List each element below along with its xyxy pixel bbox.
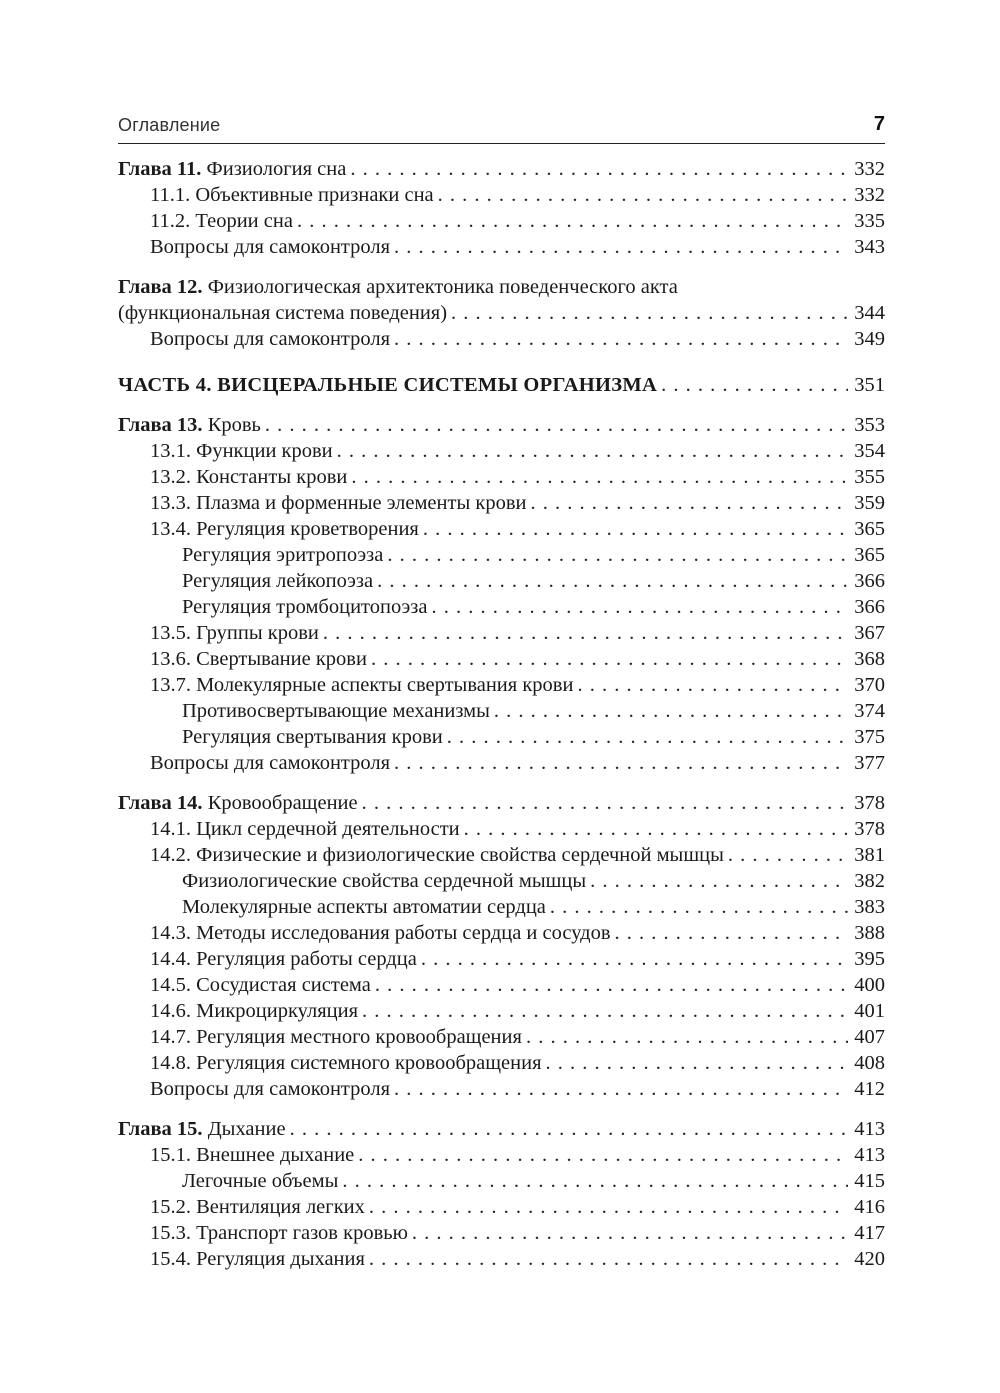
toc-item[interactable] [118,646,885,672]
toc-item-label: 14.5. Сосудистая система [150,974,371,996]
page-ref: 400 [854,974,885,996]
toc-item-label: 13.1. Функции крови [150,440,333,462]
chapter-prefix: Глава 15. [118,1118,203,1140]
page-ref: 395 [854,948,885,970]
dot-leader [369,1194,848,1220]
chapter-prefix: Глава 11. [118,158,202,180]
page-ref: 349 [854,328,885,350]
toc-subitem[interactable] [118,542,885,568]
dot-leader [369,1246,848,1272]
toc-item-label: 14.6. Микроциркуляция [150,1000,359,1022]
toc-chapter-11[interactable] [118,156,885,182]
page-ref: 370 [854,674,885,696]
toc-subitem[interactable] [118,724,885,750]
page-ref: 413 [854,1144,885,1166]
toc-item[interactable] [118,516,885,542]
dot-leader [351,464,848,490]
dot-leader [412,1220,848,1246]
dot-leader [451,300,848,326]
toc-item[interactable] [118,1220,885,1246]
chapter-prefix: Глава 13. [118,414,203,436]
toc-item[interactable] [118,946,885,972]
toc-item[interactable] [118,842,885,868]
toc-item-label: 11.1. Объективные признаки сна [150,184,434,206]
dot-leader [550,894,848,920]
toc-item[interactable] [118,816,885,842]
toc-item-label: 15.3. Транспорт газов кровью [150,1222,408,1244]
toc-item-label: Легочные объемы [182,1170,339,1192]
toc-item-label: Противосвертывающие механизмы [182,700,490,722]
toc-item[interactable] [118,1050,885,1076]
page-number: 7 [873,113,885,135]
toc-item-label: 15.1. Внешнее дыхание [150,1144,355,1166]
toc-item[interactable] [118,1076,885,1102]
toc-item-label: 14.1. Цикл сердечной деятельности [150,818,460,840]
toc-item-label: 13.3. Плазма и форменные элементы крови [150,492,527,514]
page-ref: 401 [854,1000,885,1022]
table-of-contents [118,156,885,1272]
dot-leader [358,1142,848,1168]
page-ref: 355 [854,466,885,488]
page-ref: 374 [854,700,885,722]
toc-item-label: 13.5. Группы крови [150,622,319,644]
toc-item-label: 13.6. Свертывание крови [150,648,367,670]
page-ref: 415 [854,1170,885,1192]
toc-item-label: Регуляция эритропоэза [182,544,384,566]
toc-subitem[interactable] [118,1168,885,1194]
page-ref: 332 [854,158,885,180]
page-ref: 382 [854,870,885,892]
toc-item[interactable] [118,920,885,946]
running-header-title: Оглавление [118,115,221,135]
toc-item[interactable] [118,998,885,1024]
page-ref: 383 [854,896,885,918]
toc-item-label: Регуляция лейкопоэза [182,570,374,592]
page-ref: 367 [854,622,885,644]
toc-item-label: Регуляция тромбоцитопоэза [182,596,428,618]
page-ref: 359 [854,492,885,514]
dot-leader [350,156,848,182]
toc-item[interactable] [118,1024,885,1050]
dot-leader [371,646,848,672]
toc-item-label: 13.2. Константы крови [150,466,348,488]
toc-item[interactable] [118,1142,885,1168]
dot-leader [297,208,848,234]
dot-leader [728,842,848,868]
toc-item-label: Вопросы для самоконтроля [150,328,391,350]
dot-leader [387,542,848,568]
chapter-title: Кровь [202,414,261,436]
dot-leader [530,490,848,516]
part-title: ЧАСТЬ 4. ВИСЦЕРАЛЬНЫЕ СИСТЕМЫ ОРГАНИЗМА [118,374,658,396]
dot-leader [464,816,849,842]
dot-leader [362,790,849,816]
toc-subitem[interactable] [118,698,885,724]
page-ref: 416 [854,1196,885,1218]
dot-leader [421,946,848,972]
toc-item-label: Вопросы для самоконтроля [150,236,391,258]
page-ref: 365 [854,544,885,566]
toc-chapter-14[interactable] [118,790,885,816]
toc-item-label: 13.4. Регуляция кроветворения [150,518,419,540]
toc-item-label: Молекулярные аспекты автоматии сердца [182,896,546,918]
toc-chapter-15[interactable] [118,1116,885,1142]
dot-leader [290,1116,849,1142]
dot-leader [394,1076,848,1102]
toc-item-label: Физиологические свойства сердечной мышцы [182,870,587,892]
dot-leader [265,412,848,438]
dot-leader [323,620,848,646]
page-ref: 420 [854,1248,885,1270]
dot-leader [337,438,849,464]
toc-item[interactable] [118,972,885,998]
dot-leader [526,1024,848,1050]
toc-item[interactable] [118,326,885,352]
chapter-title: Дыхание [202,1118,286,1140]
toc-chapter-12-line1[interactable] [118,274,885,300]
toc-item-label: 13.7. Молекулярные аспекты свертывания крови [150,674,574,696]
dot-leader [342,1168,848,1194]
dot-leader [423,516,848,542]
page-ref: 408 [854,1052,885,1074]
toc-subitem[interactable] [118,868,885,894]
toc-item[interactable] [118,438,885,464]
page-ref: 417 [854,1222,885,1244]
dot-leader [394,234,848,260]
dot-leader [447,724,849,750]
toc-item-label: 14.8. Регуляция системного кровообращения [150,1052,542,1074]
page-ref: 368 [854,648,885,670]
toc-item-label: 14.7. Регуляция местного кровообращения [150,1026,522,1048]
page-ref: 351 [854,374,885,396]
dot-leader [431,594,848,620]
dot-leader [394,750,848,776]
toc-item[interactable] [118,490,885,516]
page-ref: 366 [854,596,885,618]
toc-item-label: 14.2. Физические и физиологические свойства сердечной мышцы [150,844,724,866]
toc-subitem[interactable] [118,594,885,620]
dot-leader [577,672,848,698]
toc-subitem[interactable] [118,568,885,594]
toc-item-label: 14.3. Методы исследования работы сердца и сосудов [150,922,611,944]
toc-item[interactable] [118,620,885,646]
page-ref: 366 [854,570,885,592]
toc-item-label: 15.2. Вентиляция легких [150,1196,365,1218]
page-ref: 335 [854,210,885,232]
page-ref: 353 [854,414,885,436]
toc-subitem[interactable] [118,894,885,920]
page-ref: 412 [854,1078,885,1100]
chapter-title: Физиология сна [201,158,347,180]
chapter-title-continued: (функциональная система поведения) [118,302,448,324]
page-ref: 378 [854,818,885,840]
dot-leader [661,372,848,398]
dot-leader [394,326,848,352]
page-ref: 378 [854,792,885,814]
toc-item[interactable] [118,234,885,260]
toc-item-label: Регуляция свертывания крови [182,726,443,748]
dot-leader [377,568,848,594]
page-ref: 407 [854,1026,885,1048]
page-ref: 354 [854,440,885,462]
toc-item[interactable] [118,750,885,776]
toc-item[interactable] [118,464,885,490]
toc-chapter-13[interactable] [118,412,885,438]
page-ref: 332 [854,184,885,206]
toc-part-4[interactable] [118,372,885,398]
chapter-title: Физиологическая архитектоника поведенческого акта [202,276,678,298]
page-ref: 413 [854,1118,885,1140]
chapter-title: Кровообращение [202,792,358,814]
page-ref: 365 [854,518,885,540]
toc-item-label: 11.2. Теории сна [150,210,293,232]
chapter-prefix: Глава 14. [118,792,203,814]
page-ref: 381 [854,844,885,866]
toc-item[interactable] [118,208,885,234]
page-ref: 375 [854,726,885,748]
toc-chapter-12-line2[interactable] [118,300,885,326]
page-ref: 344 [854,302,885,324]
toc-item-label: 15.4. Регуляция дыхания [150,1248,365,1270]
page-ref: 377 [854,752,885,774]
dot-leader [615,920,849,946]
toc-item-label: Вопросы для самоконтроля [150,752,391,774]
dot-leader [438,182,849,208]
toc-item-label: 14.4. Регуляция работы сердца [150,948,417,970]
dot-leader [375,972,848,998]
dot-leader [494,698,848,724]
chapter-prefix: Глава 12. [118,276,203,298]
dot-leader [362,998,848,1024]
dot-leader [546,1050,849,1076]
dot-leader [590,868,848,894]
toc-item[interactable] [118,182,885,208]
page-header [118,113,885,144]
toc-item[interactable] [118,1246,885,1272]
toc-item[interactable] [118,1194,885,1220]
toc-item[interactable] [118,672,885,698]
toc-item-label: Вопросы для самоконтроля [150,1078,391,1100]
page-ref: 388 [854,922,885,944]
page-ref: 343 [854,236,885,258]
